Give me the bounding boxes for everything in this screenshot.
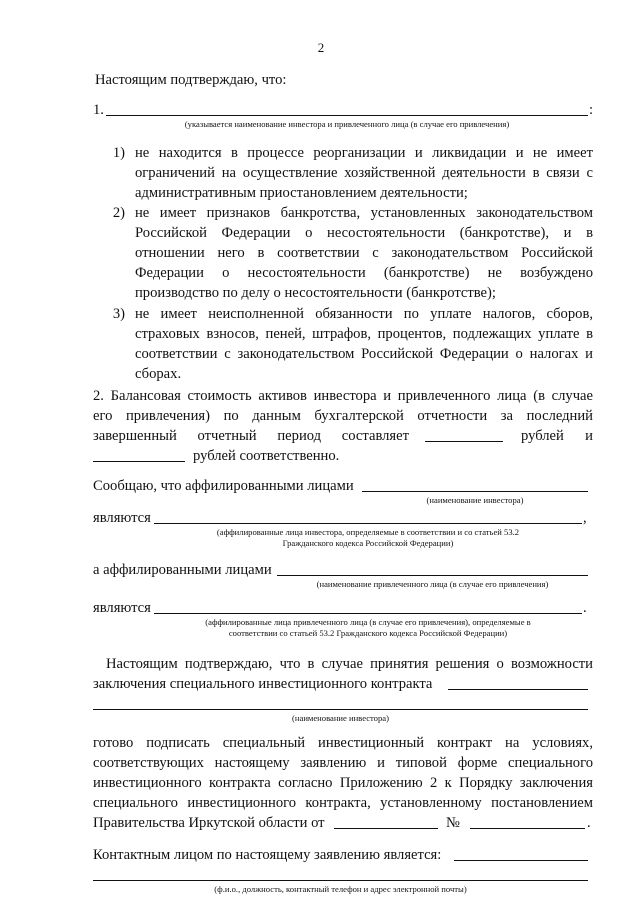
item2-line: рублей соответственно. xyxy=(193,448,340,464)
item2-blank-amount2[interactable] xyxy=(93,461,185,462)
confirm-blank-investor[interactable] xyxy=(448,689,588,690)
confirm-body-line: соответствующих настоящему заявлению и типовой форме специального xyxy=(93,755,593,771)
affil1-comma: , xyxy=(583,510,587,526)
item2-line: завершенный отчетный период составляет xyxy=(93,428,409,444)
affil1-are: являются xyxy=(93,510,151,526)
affil2-blank-attracted[interactable] xyxy=(277,575,588,576)
contact-caption: (ф.и.о., должность, контактный телефон и адрес электронной почты) xyxy=(214,884,467,894)
sub3-number: 3) xyxy=(112,306,125,322)
item1-blank-line[interactable] xyxy=(106,115,588,116)
confirm-blank-date[interactable] xyxy=(334,828,438,829)
affil2-period: . xyxy=(583,600,587,616)
sub2-number: 2) xyxy=(112,205,125,221)
confirm-blank-number[interactable] xyxy=(470,828,585,829)
affil2-caption2: (аффилированные лица привлеченного лица (в случае его привлечения), определяемые в xyxy=(205,617,531,627)
confirm-blank-investor-cont[interactable] xyxy=(93,709,588,710)
contact-blank[interactable] xyxy=(454,860,588,861)
affil2-blank-persons[interactable] xyxy=(154,613,582,614)
confirm-period: . xyxy=(587,815,591,831)
confirm-body-line: инвестиционного контракта согласно Приложению 2 к Порядку заключения xyxy=(93,775,593,791)
affil1-caption2: (аффилированные лица инвестора, определяемые в соответствии и со статьей 53.2 xyxy=(216,527,520,537)
confirm-body-line: специального инвестиционного контракта, установленному постановлением xyxy=(93,795,593,811)
affil1-blank-investor[interactable] xyxy=(362,491,588,492)
affil2-caption: (наименование привлеченного лица (в случае его привлечения) xyxy=(316,579,549,589)
confirm-body-line: готово подписать специальный инвестиционный контракт на условиях, xyxy=(93,735,593,751)
item2-line: 2. Балансовая стоимость активов инвестора и привлеченного лица (в случае xyxy=(93,388,593,404)
item1-colon: : xyxy=(589,102,594,118)
sub3-line: не имеет неисполненной обязанности по уплате налогов, сборов, xyxy=(135,306,593,322)
sub1-line: ограничений на осуществление хозяйственной деятельности в связи с xyxy=(135,165,593,181)
item2-blank-amount1[interactable] xyxy=(425,441,503,442)
affil2-are: являются xyxy=(93,600,151,616)
confirm-body-line: Правительства Иркутской области от xyxy=(93,815,325,831)
sub2-line: Федерации о несостоятельности (банкротстве) не возбуждено xyxy=(135,265,593,281)
confirm-line: Настоящим подтверждаю, что в случае принятия решения о возможности xyxy=(106,656,593,672)
affil1-caption: (наименование инвестора) xyxy=(426,495,524,505)
sub1-line: административным приостановлением деятельности; xyxy=(135,185,468,201)
sub3-line: соответствии с законодательством Российской Федерации о налогах и xyxy=(135,346,593,362)
affil2-caption2: соответствии со статьей 53.2 Гражданского кодекса Российской Федерации) xyxy=(228,628,508,638)
affil1-blank-persons[interactable] xyxy=(154,523,582,524)
item2-line: рублей и xyxy=(521,428,593,444)
sub2-line: производство по делу о несостоятельности (банкротстве); xyxy=(135,285,496,301)
contact-text: Контактным лицом по настоящему заявлению является: xyxy=(93,847,442,863)
sub3-line: страховых взносов, пеней, штрафов, процентов, подлежащих уплате в xyxy=(135,326,593,342)
confirm-number-sign: № xyxy=(446,815,460,831)
page-number: 2 xyxy=(317,40,325,55)
item2-line: его привлечения) по данным бухгалтерской отчетности за последний xyxy=(93,408,593,424)
sub1-number: 1) xyxy=(112,145,125,161)
item1-number: 1. xyxy=(93,102,104,118)
confirm-line: заключения специального инвестиционного контракта xyxy=(93,676,433,692)
contact-blank-cont[interactable] xyxy=(93,880,588,881)
affil1-text: Сообщаю, что аффилированными лицами xyxy=(93,478,354,494)
affil2-text: а аффилированными лицами xyxy=(93,562,272,578)
affil1-caption2: Гражданского кодекса Российской Федерации) xyxy=(282,538,454,548)
intro-text: Настоящим подтверждаю, что: xyxy=(95,72,287,88)
sub3-line: сборах. xyxy=(135,366,182,382)
sub2-line: Российской Федерации о несостоятельности (банкротстве), и в xyxy=(135,225,593,241)
sub1-line: не находится в процессе реорганизации и ликвидации и не имеет xyxy=(135,145,593,161)
sub2-line: не имеет признаков банкротства, установленных законодательством xyxy=(135,205,593,221)
item1-caption: (указывается наименование инвестора и привлеченного лица (в случае его привлечения) xyxy=(184,119,510,129)
sub2-line: отношении него в соответствии с законодательством Российской xyxy=(135,245,593,261)
confirm-caption: (наименование инвестора) xyxy=(292,713,389,723)
